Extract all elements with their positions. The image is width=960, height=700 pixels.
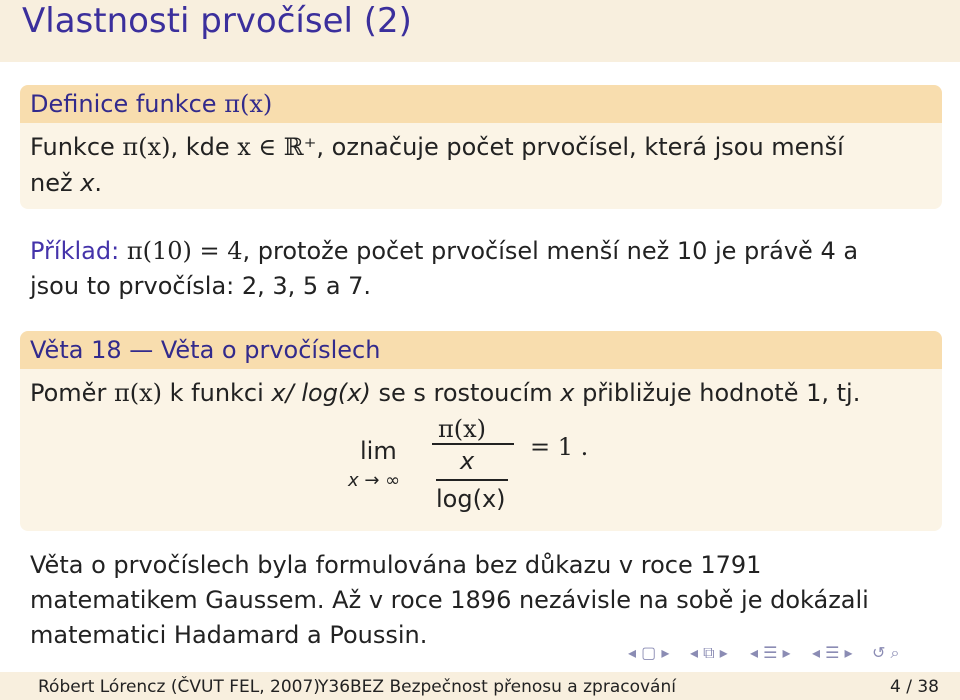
x-var: x [80,169,95,197]
definition-line-2 [30,165,932,201]
theorem-header: Věta 18 — Věta o prvočíslech [20,331,942,369]
lim-subscript: x → ∞ [348,470,401,491]
definition-text: než [30,169,81,197]
closing-paragraph [30,548,930,653]
pi-x-math: π(x) [113,379,162,407]
nav-frame-back-icon[interactable]: ◂ ▢ ▸ [628,643,670,662]
definition-line-1 [30,129,932,165]
theorem-text: k funkci [162,379,272,407]
nav-search-icon[interactable]: ↺ ⌕ [872,643,900,662]
theorem-statement [30,375,932,411]
footer-course: Y36BEZ Bezpečnost přenosu a zpracování [318,677,676,697]
pi-x-math: π(x) [122,133,171,161]
lim-text: lim [360,437,397,465]
example-line-1 [30,234,930,269]
denominator-log: log(x) [436,485,506,513]
x-in-r-math: x ∈ ℝ⁺ [237,133,317,161]
footer-page: 4 / 38 [890,677,939,697]
theorem-text: přibližuje hodnotě 1, tj. [574,379,861,407]
closing-line-3: matematici Hadamard a Poussin. [30,621,428,649]
limit-formula [20,413,942,523]
example-paragraph [30,234,930,304]
definition-text: Funkce [30,133,123,161]
closing-line-1: Věta o prvočíslech byla formulována bez důkazu v roce 1791 [30,551,762,579]
equals-one: = 1 . [530,433,589,461]
definition-body [20,123,942,209]
example-label: Příklad: [30,237,120,265]
example-text: , protože počet prvočísel menší než 10 je právě 4 a [242,237,859,265]
theorem-text: se s rostoucím [370,379,561,407]
definition-block [20,85,942,209]
theorem-block [20,331,942,531]
nav-subsection-icon[interactable]: ◂ ⧉ ▸ [690,643,728,662]
footer [0,672,960,700]
definition-text: , kde [170,133,238,161]
definition-header-math: π(x) [224,90,273,118]
theorem-text: Poměr [30,379,114,407]
x-over-log-math: x/ log(x) [271,379,371,407]
theorem-body [20,369,942,531]
footer-author: Róbert Lórencz (ČVUT FEL, 2007) [38,677,320,697]
nav-section-icon[interactable]: ◂ ☰ ▸ [750,643,791,662]
definition-header-text: Definice funkce [30,90,225,118]
closing-line-2: matematikem Gaussem. Až v roce 1896 nezávisle na sobě je dokázali [30,586,869,614]
nav-document-icon[interactable]: ◂ ☰ ▸ [812,643,853,662]
denominator-x: x [460,447,475,475]
x-var: x [560,379,575,407]
fraction-numerator: π(x) [438,415,487,443]
definition-header [20,85,942,123]
slide-title: Vlastnosti prvočísel (2) [22,1,412,41]
example-line-2: jsou to prvočísla: 2, 3, 5 a 7. [30,272,372,300]
definition-text: . [94,169,103,197]
title-bar [0,0,960,62]
example-math: π(10) = 4 [126,237,243,265]
definition-text: , označuje počet prvočísel, která jsou menší [316,133,844,161]
